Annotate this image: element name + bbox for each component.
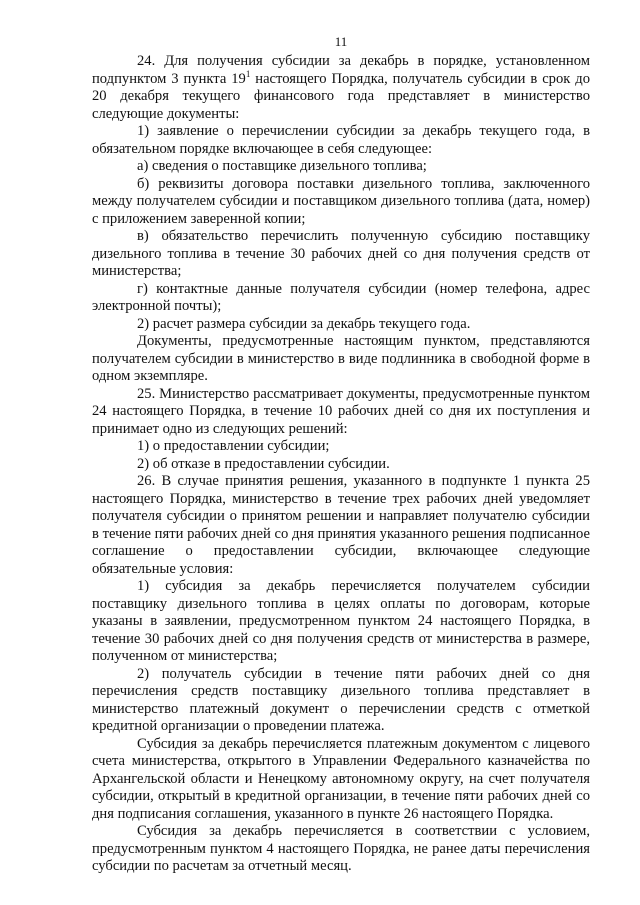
paragraph-25: 25. Министерство рассматривает документы, предусмотренные пунктом 24 настоящего Порядка, в течение 10 рабочих дней со дня их поступления и принимает одно из следующих решений: xyxy=(92,385,590,437)
paragraph-item: а) сведения о поставщике дизельного топлива; xyxy=(137,158,427,174)
paragraph-item: 1) субсидия за декабрь перечисляется получателем субсидии поставщику дизельного топлива в целях оплаты по договорам, которые указаны в заявлении, предусмотренном пунктом 24 настоящего Порядка, в течение 30 рабочих дней со дня получения средств от министерства в размере, полученном от министерства; xyxy=(92,578,590,664)
paragraph-item: Субсидия за декабрь перечисляется в соответствии с условием, предусмотренным пунктом 4 настоящего Порядка, не ранее даты перечисления субсидии по расчетам за отчетный месяц. xyxy=(92,823,590,874)
paragraph-item: Субсидия за декабрь перечисляется платежным документом с лицевого счета министерства, открытого в Управлении Федерального казначейства по Архангельской области и Ненецкому автономному округу, на счет получателя субсидии, открытый в кредитной организации, в течение пяти рабочих дней со дня подписания соглашения, указанного в пункте 26 настоящего Порядка. xyxy=(92,735,590,822)
paragraph-26: 26. В случае принятия решения, указанного в подпункте 1 пункта 25 настоящего Порядка, министерство в течение трех рабочих дней уведомляет получателя субсидии о принятом решении и направляет получателю субсидии в течение пяти рабочих дней со дня принятия указанного решения подписанное соглашение о предоставлении субсидии, включающее следующие обязательные условия: xyxy=(92,473,590,577)
paragraph-item: 1) о предоставлении субсидии; xyxy=(137,438,330,454)
paragraph-item: Документы, предусмотренные настоящим пунктом, представляются получателем субсидии в министерство в виде подлинника в свободной форме в одном экземпляре. xyxy=(92,333,590,384)
paragraph-item: 2) получатель субсидии в течение пяти рабочих дней со дня перечисления средств поставщику дизельного топлива представляет в министерство платежный документ о перечислении средств с отметкой кредитной организации о проведении платежа. xyxy=(92,665,590,734)
page-number: 11 xyxy=(334,34,348,49)
paragraph-24-text-cont: настоящего Порядка, получатель субсидии в срок до 20 декабря текущего финансового года представляет в министерство следующие документы: xyxy=(92,70,590,122)
paragraph-item: г) контактные данные получателя субсидии (номер телефона, адрес электронной почты); xyxy=(92,280,590,314)
paragraph-item: 1) заявление о перечислении субсидии за декабрь текущего года, в обязательном порядке включающее в себя следующее: xyxy=(92,123,590,157)
paragraph-item: б) реквизиты договора поставки дизельного топлива, заключенного между получателем субсидии и поставщиком дизельного топлива (дата, номер) с приложением заверенной копии; xyxy=(92,175,590,227)
paragraph-24 xyxy=(92,53,590,123)
paragraph-item: в) обязательство перечислить полученную субсидию поставщику дизельного топлива в течение 30 рабочих дней со дня получения средств от министерства; xyxy=(92,228,590,279)
paragraph-24-text: 24. Для получения субсидии за декабрь в порядке, установленном подпунктом 3 пункта 19 xyxy=(92,53,590,87)
paragraph-item: 2) об отказе в предоставлении субсидии. xyxy=(137,455,390,472)
paragraph-item: 2) расчет размера субсидии за декабрь текущего года. xyxy=(137,315,471,332)
superscript-marker: 1 xyxy=(245,68,251,79)
